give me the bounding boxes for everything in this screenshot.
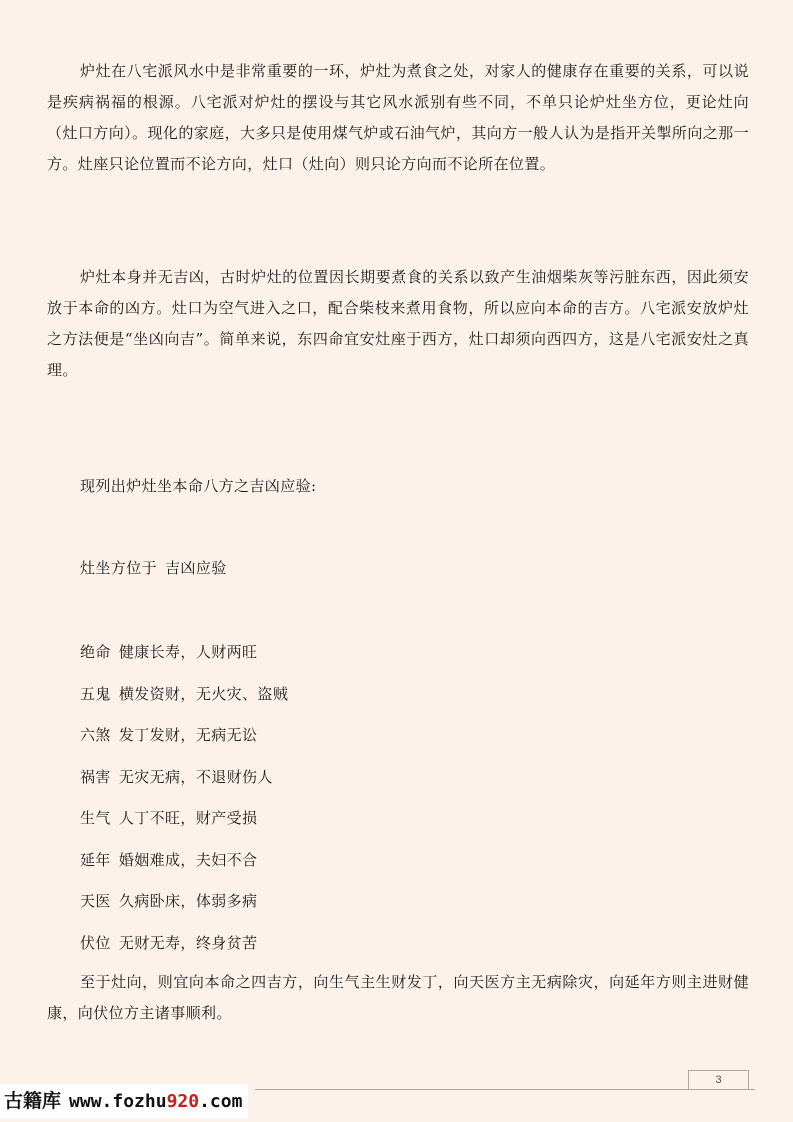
row-position: 祸害 [80, 768, 111, 786]
page-number: 3 [688, 1070, 749, 1090]
watermark-logo [0, 1084, 248, 1118]
row-position: 六煞 [80, 726, 111, 744]
table-row [80, 725, 257, 745]
paragraph-stove-direction: 至于灶向，则宜向本命之四吉方，向生气主生财发丁，向天医方主无病除灾，向延年方则主进财健康，向伏位方主诸事顺利。 [47, 973, 749, 1022]
watermark-site-name: 古籍库 [4, 1090, 62, 1112]
row-position: 生气 [80, 809, 111, 827]
table-header-result: 吉凶应验 [165, 559, 227, 577]
table-row [80, 850, 257, 870]
row-position: 延年 [80, 851, 111, 869]
table-row [80, 684, 288, 704]
row-position: 天医 [80, 892, 111, 910]
watermark-url-suffix: .com [199, 1091, 243, 1112]
table-header-position: 灶坐方位于 [80, 559, 158, 577]
table-row [80, 642, 257, 662]
table-header [80, 558, 227, 578]
paragraph-list-intro: 现列出炉灶坐本命八方之吉凶应验: [80, 477, 317, 495]
paragraph-stove-placement: 炉灶本身并无吉凶，古时炉灶的位置因长期要煮食的关系以致产生油烟柴灰等污脏东西，因此须安放于本命的凶方。灶口为空气进入之口，配合柴枝来煮用食物，所以应向本命的吉方。八宅派安放炉灶之方法便是“坐凶向吉”。简单来说，东四命宜安灶座于西方，灶口却须向西四方，这是八宅派安灶之真理。 [47, 268, 749, 379]
watermark-url-number: 920 [166, 1091, 200, 1112]
row-result: 健康长寿，人财两旺 [118, 643, 258, 661]
table-row [80, 891, 257, 911]
row-result: 久病卧床，体弱多病 [118, 892, 258, 910]
row-position: 伏位 [80, 934, 111, 952]
row-result: 横发资财，无火灾、盗贼 [118, 685, 289, 703]
row-result: 人丁不旺，财产受损 [118, 809, 258, 827]
table-row [80, 933, 257, 953]
row-result: 发丁发财，无病无讼 [118, 726, 258, 744]
watermark-url [69, 1091, 242, 1112]
row-position: 五鬼 [80, 685, 111, 703]
row-position: 绝命 [80, 643, 111, 661]
table-row [80, 808, 257, 828]
table-row [80, 767, 273, 787]
row-result: 无灾无病，不退财伤人 [118, 768, 273, 786]
row-result: 婚姻难成，夫妇不合 [118, 851, 258, 869]
footer-divider [255, 1089, 755, 1090]
watermark-url-part: www.fozhu [69, 1091, 167, 1112]
row-result: 无财无寿，终身贫苦 [118, 934, 258, 952]
paragraph-stove-importance: 炉灶在八宅派风水中是非常重要的一环，炉灶为煮食之处，对家人的健康存在重要的关系，可以说是疾病祸福的根源。八宅派对炉灶的摆设与其它风水派别有些不同，不单只论炉灶坐方位，更论灶向（灶口方向）。现化的家庭，大多只是使用煤气炉或石油气炉，其向方一般人认为是指开关掣所向之那一方。灶座只论位置而不论方向，灶口（灶向）则只论方向而不论所在位置。 [47, 62, 749, 173]
